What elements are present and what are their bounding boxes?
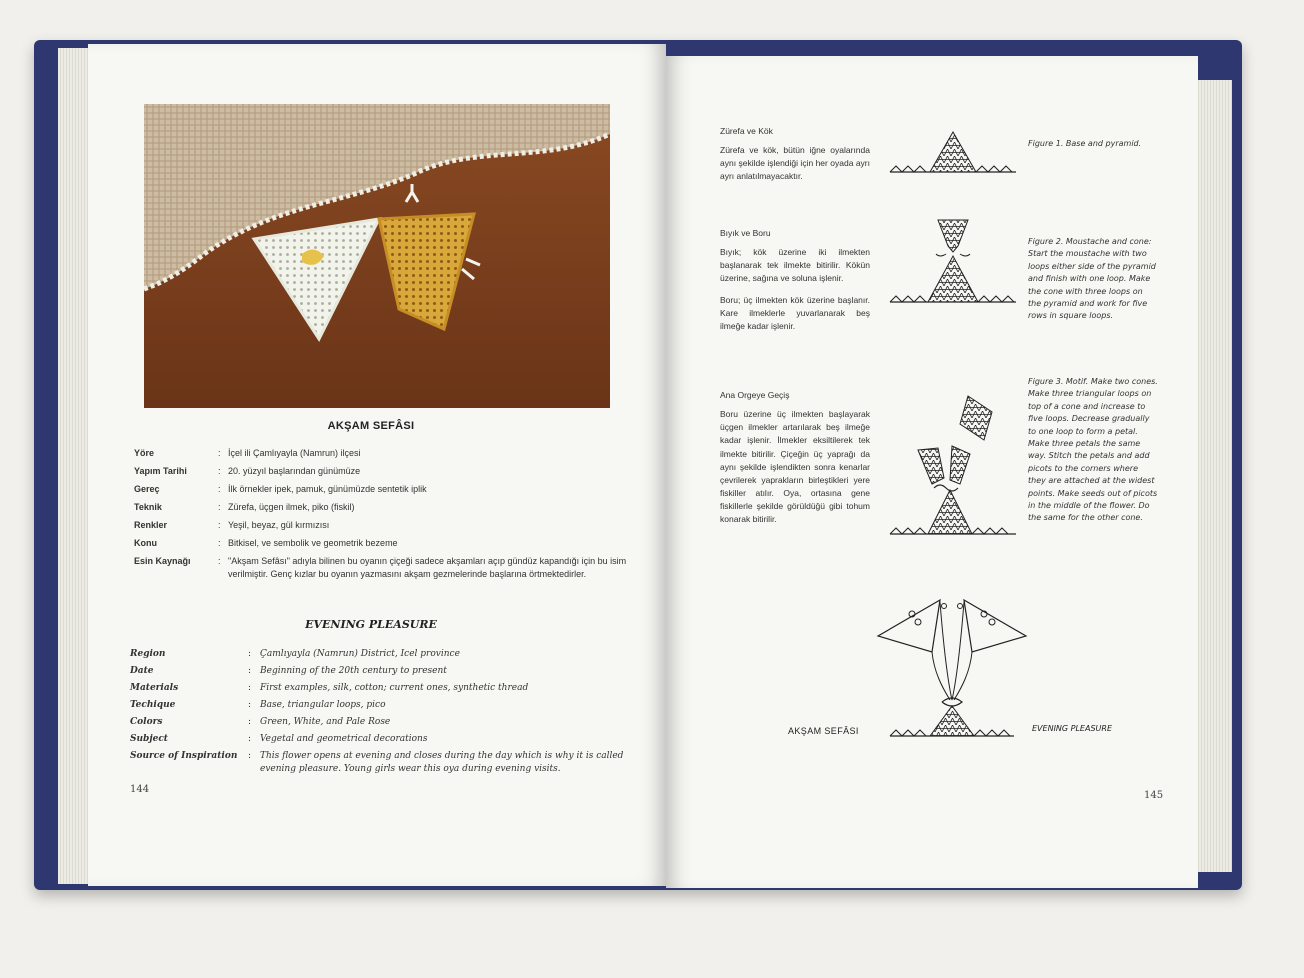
section-heading: Ana Orgeye Geçiş — [720, 390, 790, 400]
info-value: Green, White, and Pale Rose — [260, 717, 391, 728]
info-key: Yöre — [134, 448, 155, 458]
page-number-right: 145 — [1144, 790, 1164, 801]
figure-4-assembled-flower — [872, 592, 1032, 742]
oya-photograph — [144, 104, 610, 408]
info-key: Region — [130, 649, 166, 659]
english-info-table — [130, 648, 650, 780]
info-row: Yapım Tarihi : 20. yüzyıl başlarından günümüze — [134, 465, 654, 478]
turkish-info-table — [134, 447, 654, 586]
figure-3-motif — [888, 390, 1018, 544]
info-row: Teknik : Zürefa, üçgen ilmek, piko (fiskil) — [134, 501, 654, 514]
caption-figure-3: Figure 3. Motif. Make two cones. Make three triangular loops on top of a cone and increase to five loops. Decrease gradually to one loop to form a petal. Make three petals the same way. Stitch the petals and add picots to the corners where they are attached at the widest points. Make seeds out of picots in the middle of the flower. Do the same for the other cone. — [1028, 377, 1158, 523]
left-page — [88, 44, 666, 886]
info-row: Techique : Base, triangular loops, pico — [130, 699, 650, 712]
page-number-left: 144 — [130, 784, 150, 795]
info-value: Çamlıyayla (Namrun) District, Icel province — [260, 649, 460, 659]
info-row: Gereç : İlk örnekler ipek, pamuk, günümüzde sentetik iplik — [134, 483, 654, 496]
info-value: This flower opens at evening and closes during the day which is why it is called evening pleasure. Young girls wear this oya during evening visits. — [260, 751, 624, 775]
info-row: Yöre : İçel ili Çamlıyayla (Namrun) ilçesi — [134, 447, 654, 460]
info-row: Source of Inspiration : This flower opens at evening and closes during the day which is why it is called evening pleasure. Young girls wear this oya during evening visits. — [130, 750, 650, 776]
info-key: Yapım Tarihi — [134, 466, 187, 477]
section-paragraph: Boru; üç ilmekten kök üzerine başlanır. Kare ilmeklerle yuvarlanarak beş ilmeğe kadar işlenir. — [720, 294, 870, 331]
info-value: Bitkisel, ve sembolik ve geometrik bezeme — [228, 538, 398, 549]
info-key: Teknik — [134, 502, 162, 513]
caption-figure-2: Figure 2. Moustache and cone: Start the moustache with two loops either side of the pyramid and finish with one loop. Make the cone with three loops on the pyramid and work for five rows in square loops. — [1028, 237, 1156, 321]
info-row: Region : Çamlıyayla (Namrun) District, Icel province — [130, 648, 650, 661]
title-turkish: AKŞAM SEFÂSI — [327, 420, 415, 432]
section-ana-orge — [720, 390, 870, 535]
caption-figure-1: Figure 1. Base and pyramid. — [1028, 139, 1142, 148]
info-row: Konu : Bitkisel, ve sembolik ve geometrik bezeme — [134, 537, 654, 550]
right-page — [666, 56, 1198, 888]
info-key: Source of Inspiration — [130, 751, 238, 762]
section-paragraph: Boru üzerine üç ilmekten başlayarak üçgen ilmekler artarılarak beş ilmeğe kadar işlenir. İlmekler eksiltilerek tek ilmekte bitirilir. Çiçeğin üç yaprağı da aynı şekilde işlendikten sonra kenarlar çevrilerek yaprakların birleştikleri yere fiskiller atılır. Oya, ortasına gene fiskillerle şekilde görüldüğü gibi tohum konarak bitirilir. — [720, 409, 870, 525]
info-value: Vegetal and geometrical decorations — [260, 734, 428, 745]
section-paragraph: Bıyık; kök üzerine iki ilmekten başlanarak tek ilmekte bitirilir. Kökün üzerine, sağına ve soluna işlenir. — [720, 247, 870, 284]
label-turkish: AKŞAM SEFÂSI — [788, 726, 859, 736]
info-row: Date : Beginning of the 20th century to present — [130, 665, 650, 678]
info-key: Date — [130, 666, 154, 677]
figure-1-base-pyramid — [888, 128, 1018, 182]
info-value: İlk örnekler ipek, pamuk, günümüzde sentetik iplik — [228, 484, 427, 495]
info-row: Materials : First examples, silk, cotton; current ones, synthetic thread — [130, 682, 650, 695]
figure-2-moustache-cone — [888, 216, 1018, 312]
info-row: Colors : Green, White, and Pale Rose — [130, 716, 650, 729]
info-key: Subject — [130, 734, 168, 745]
section-zurefa — [720, 126, 870, 192]
section-heading: Zürefa ve Kök — [720, 126, 773, 136]
title-english: EVENING PLEASURE — [305, 618, 437, 631]
page-stack-right — [1196, 80, 1232, 872]
info-value: Base, triangular loops, pico — [260, 700, 386, 711]
info-key: Konu — [134, 538, 157, 549]
section-heading: Bıyık ve Boru — [720, 228, 771, 238]
info-key: Materials — [130, 683, 179, 694]
info-value: Zürefa, üçgen ilmek, piko (fiskil) — [228, 502, 355, 513]
section-biyik — [720, 228, 870, 341]
info-key: Esin Kaynağı — [134, 556, 191, 567]
section-paragraph: Zürefa ve kök, bütün iğne oyalarında aynı şekilde işlendiği için her oyada ayrı ayrı anlatılmayacaktır. — [720, 145, 870, 182]
label-english: EVENING PLEASURE — [1032, 724, 1113, 733]
info-row: Esin Kaynağı : "Akşam Sefâsı" adıyla bilinen bu oyanın çiçeği sadece akşamları açıp gündüz kapandığı için bu isim verilmiştir. Genç kızlar bu oyanın yazmasını akşam gezmelerinde başlarına örtmektedirler. — [134, 555, 654, 581]
info-value: 20. yüzyıl başlarından günümüze — [228, 466, 361, 477]
info-value: First examples, silk, cotton; current ones, synthetic thread — [260, 683, 529, 694]
info-key: Techique — [130, 700, 176, 711]
page-stack-left — [58, 48, 90, 884]
info-key: Gereç — [134, 484, 160, 495]
info-key: Colors — [130, 717, 163, 728]
info-value: Yeşil, beyaz, gül kırmızısı — [228, 520, 330, 531]
info-row: Renkler : Yeşil, beyaz, gül kırmızısı — [134, 519, 654, 532]
info-row: Subject : Vegetal and geometrical decorations — [130, 733, 650, 746]
info-key: Renkler — [134, 520, 168, 531]
info-value: Beginning of the 20th century to present — [260, 666, 447, 677]
info-value: İçel ili Çamlıyayla (Namrun) ilçesi — [228, 448, 361, 458]
info-value: "Akşam Sefâsı" adıyla bilinen bu oyanın çiçeği sadece akşamları açıp gündüz kapandığı için bu isim verilmiştir. Genç kızlar bu oyanın yazmasını akşam gezmelerinde başlarına örtmektedirler. — [228, 556, 627, 580]
